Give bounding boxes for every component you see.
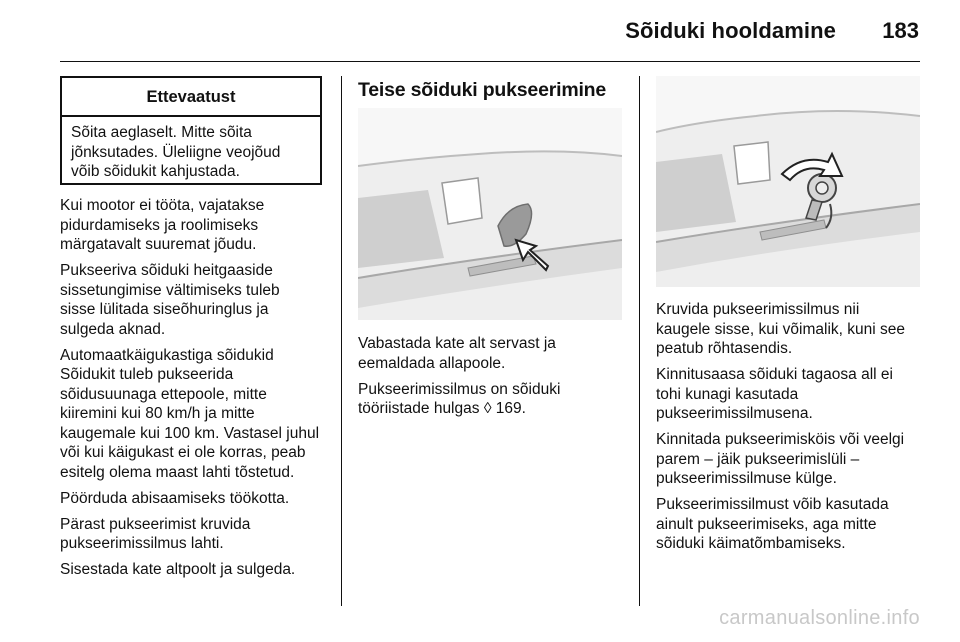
paragraph-with-ref [358,380,624,419]
warning-heading: Ettevaatust [62,78,320,117]
bumper-cover-illustration [358,108,622,320]
paragraph: Pukseeriva sõiduki heitgaaside sissetungimise vältimiseks tuleb sisse lülitada siseõhuringlus ja sulgeda aknad. [60,262,280,338]
page-header [0,0,960,62]
section-heading: Teise sõiduki pukseerimine [358,79,607,101]
paragraph: Automaatkäigukastiga sõidukid Sõidukit tuleb pukseerida sõidusuunaga ettepoole, mitte kiiremini kui 80 km/h ja mitte kaugemale kui 100 km. Vastasel juhul või kui käigukast ei ole korras, peab esitelg olema maast lahti tõstetud. [60,346,320,481]
column3-text [656,300,922,560]
page-number: 183 [882,18,919,43]
paragraph: Pukseerimissilmust võib kasutada ainult pukseerimiseks, aga mitte sõiduki käimatõmbamiseks. [656,496,889,552]
paragraph: Vabastada kate alt servast ja eemaldada allapoole. [358,335,556,372]
bumper-cover-drawing [358,108,622,320]
watermark: carmanualsonline.info [719,607,920,629]
column2-text [358,334,624,425]
column1-text [60,196,330,586]
ref-page: 169. [491,400,526,417]
warning-box [60,76,322,185]
column-divider [341,76,342,606]
page-reference-icon: ◊ [483,400,492,417]
towing-eye-drawing [656,76,920,287]
paragraph: Pöörduda abisaamiseks töökotta. [60,489,290,507]
warning-text: Sõita aeglaselt. Mitte sõita jõnksutades. Üleliigne veojõud võib sõidukit kahjustada. [71,124,281,180]
header-rule [60,61,920,62]
ref-text: Pukseerimissilmus on sõiduki tööriistade hulgas [358,380,561,417]
paragraph: Sisestada kate altpoolt ja sulgeda. [60,561,296,578]
paragraph: Kinnitusaasa sõiduki tagaosa all ei tohi kunagi kasutada pukseerimissilmusena. [656,366,893,422]
paragraph: Kinnitada pukseerimisköis või veelgi parem – jäik pukseerimislüli – pukseerimissilmuse külge. [656,431,905,487]
towing-eye-illustration [656,76,920,287]
paragraph: Kui mootor ei tööta, vajatakse pidurdamiseks ja roolimiseks märgatavalt suuremat jõudu. [60,197,265,253]
paragraph: Kruvida pukseerimissilmus nii kaugele sisse, kui võimalik, kuni see peatub rõhtasendis. [656,301,905,357]
section-title: Sõiduki hooldamine [625,18,836,43]
paragraph: Pärast pukseerimist kruvida pukseerimissilmus lahti. [60,515,251,552]
column-divider [639,76,640,606]
